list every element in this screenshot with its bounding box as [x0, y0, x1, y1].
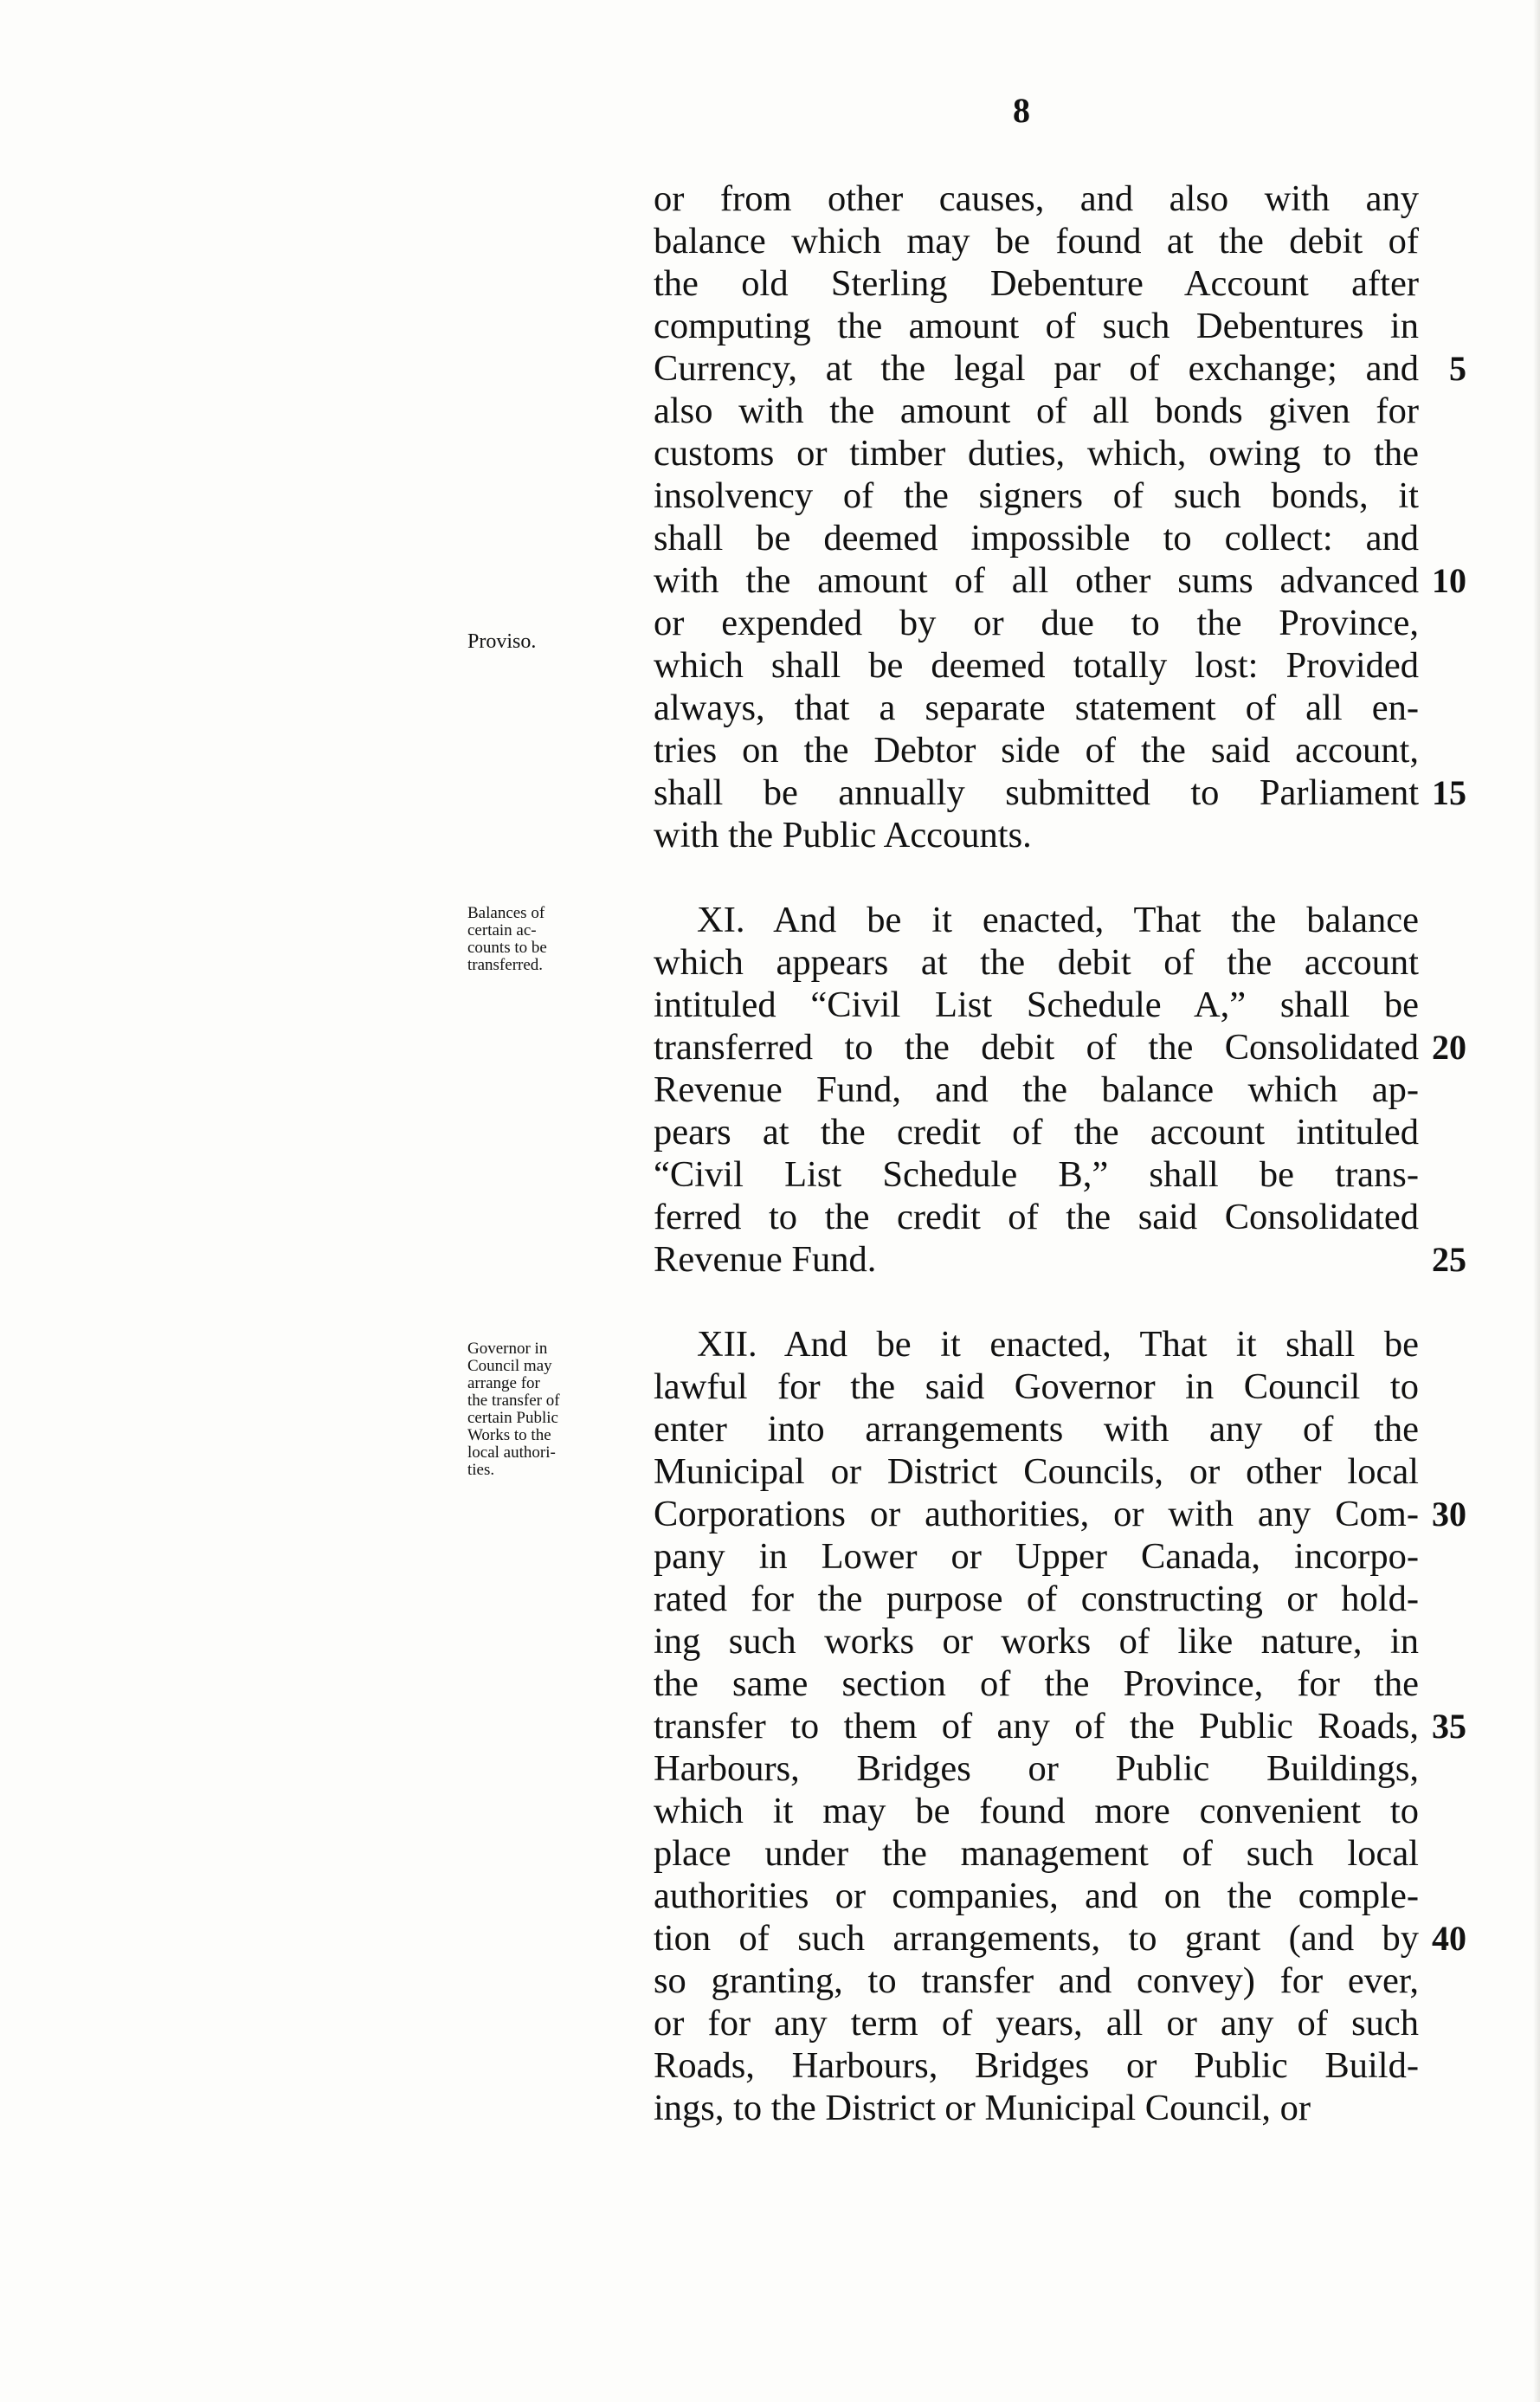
text-line: which shall be deemed totally lost: Provided	[654, 645, 1419, 686]
text-line: Revenue Fund, and the balance which ap-	[654, 1069, 1419, 1110]
section-xii	[654, 1323, 1419, 2129]
line-number: 35	[1432, 1707, 1466, 1746]
line-number: 30	[1432, 1495, 1466, 1534]
text-line: customs or timber duties, which, owing to the	[654, 433, 1419, 474]
page-number: 8	[1013, 91, 1030, 130]
sidenote-proviso: Proviso.	[467, 630, 537, 653]
text-line: pears at the credit of the account intituled	[654, 1112, 1419, 1153]
text-line: or for any term of years, all or any of such	[654, 2003, 1419, 2044]
text-line: lawful for the said Governor in Council to	[654, 1366, 1419, 1407]
text-line: shall be deemed impossible to collect: and	[654, 518, 1419, 559]
continued-paragraph	[654, 178, 1419, 856]
text-line: “Civil List Schedule B,” shall be trans-	[654, 1154, 1419, 1195]
sidenote-balances: Balances of certain ac- counts to be transferred.	[467, 904, 547, 974]
text-line: ing such works or works of like nature, in	[654, 1621, 1419, 1662]
text-line: ferred to the credit of the said Consolidated	[654, 1197, 1419, 1237]
line-number: 5	[1449, 349, 1466, 388]
text-line: which appears at the debit of the account	[654, 942, 1419, 983]
text-line: XI. And be it enacted, That the balance	[697, 900, 1419, 940]
sidenote-governor: Governor in Council may arrange for the transfer of certain Public Works to the local authori- ties.	[467, 1340, 560, 1479]
text-line: or expended by or due to the Province,	[654, 603, 1419, 643]
text-line: place under the management of such local	[654, 1833, 1419, 1874]
section-xi	[654, 899, 1419, 1281]
line-number: 25	[1432, 1240, 1466, 1279]
text-line: ings, to the District or Municipal Council, or	[654, 2088, 1311, 2128]
page-edge	[1533, 0, 1540, 2402]
text-line: intituled “Civil List Schedule A,” shall be	[654, 985, 1419, 1025]
text-line: also with the amount of all bonds given for	[654, 391, 1419, 431]
text-line: computing the amount of such Debentures in	[654, 306, 1419, 346]
line-number: 10	[1432, 561, 1466, 600]
line-number: 20	[1432, 1028, 1466, 1067]
text-line: Roads, Harbours, Bridges or Public Build-	[654, 2045, 1419, 2086]
text-line: tries on the Debtor side of the said account,	[654, 730, 1419, 771]
text-line: authorities or companies, and on the comple-	[654, 1876, 1419, 1916]
text-line: insolvency of the signers of such bonds, it	[654, 475, 1419, 516]
text-line: shall be annually submitted to Parliament	[654, 772, 1419, 813]
text-line: balance which may be found at the debit of	[654, 221, 1419, 262]
line-number: 15	[1432, 773, 1466, 812]
text-line: Revenue Fund.	[654, 1239, 877, 1280]
text-line: Municipal or District Councils, or other local	[654, 1451, 1419, 1492]
line-number: 40	[1432, 1919, 1466, 1958]
text-line: Corporations or authorities, or with any Com-	[654, 1494, 1419, 1534]
text-line: tion of such arrangements, to grant (and by	[654, 1918, 1419, 1959]
text-line: Harbours, Bridges or Public Buildings,	[654, 1748, 1419, 1789]
text-line: or from other causes, and also with any	[654, 178, 1419, 219]
text-line: pany in Lower or Upper Canada, incorpo-	[654, 1536, 1419, 1577]
text-line: Currency, at the legal par of exchange; and	[654, 348, 1419, 389]
text-line: so granting, to transfer and convey) for ever,	[654, 1960, 1419, 2001]
text-line: which it may be found more convenient to	[654, 1791, 1419, 1831]
text-line: transferred to the debit of the Consolidated	[654, 1027, 1419, 1068]
text-line: with the amount of all other sums advanced	[654, 560, 1419, 601]
text-line: always, that a separate statement of all en-	[654, 688, 1419, 728]
text-line: enter into arrangements with any of the	[654, 1409, 1419, 1450]
text-line: the same section of the Province, for the	[654, 1663, 1419, 1704]
text-line: XII. And be it enacted, That it shall be	[697, 1324, 1419, 1365]
text-line: transfer to them of any of the Public Roads,	[654, 1706, 1419, 1747]
text-line: the old Sterling Debenture Account after	[654, 263, 1419, 304]
text-line: with the Public Accounts.	[654, 815, 1032, 856]
text-line: rated for the purpose of constructing or hold-	[654, 1579, 1419, 1619]
